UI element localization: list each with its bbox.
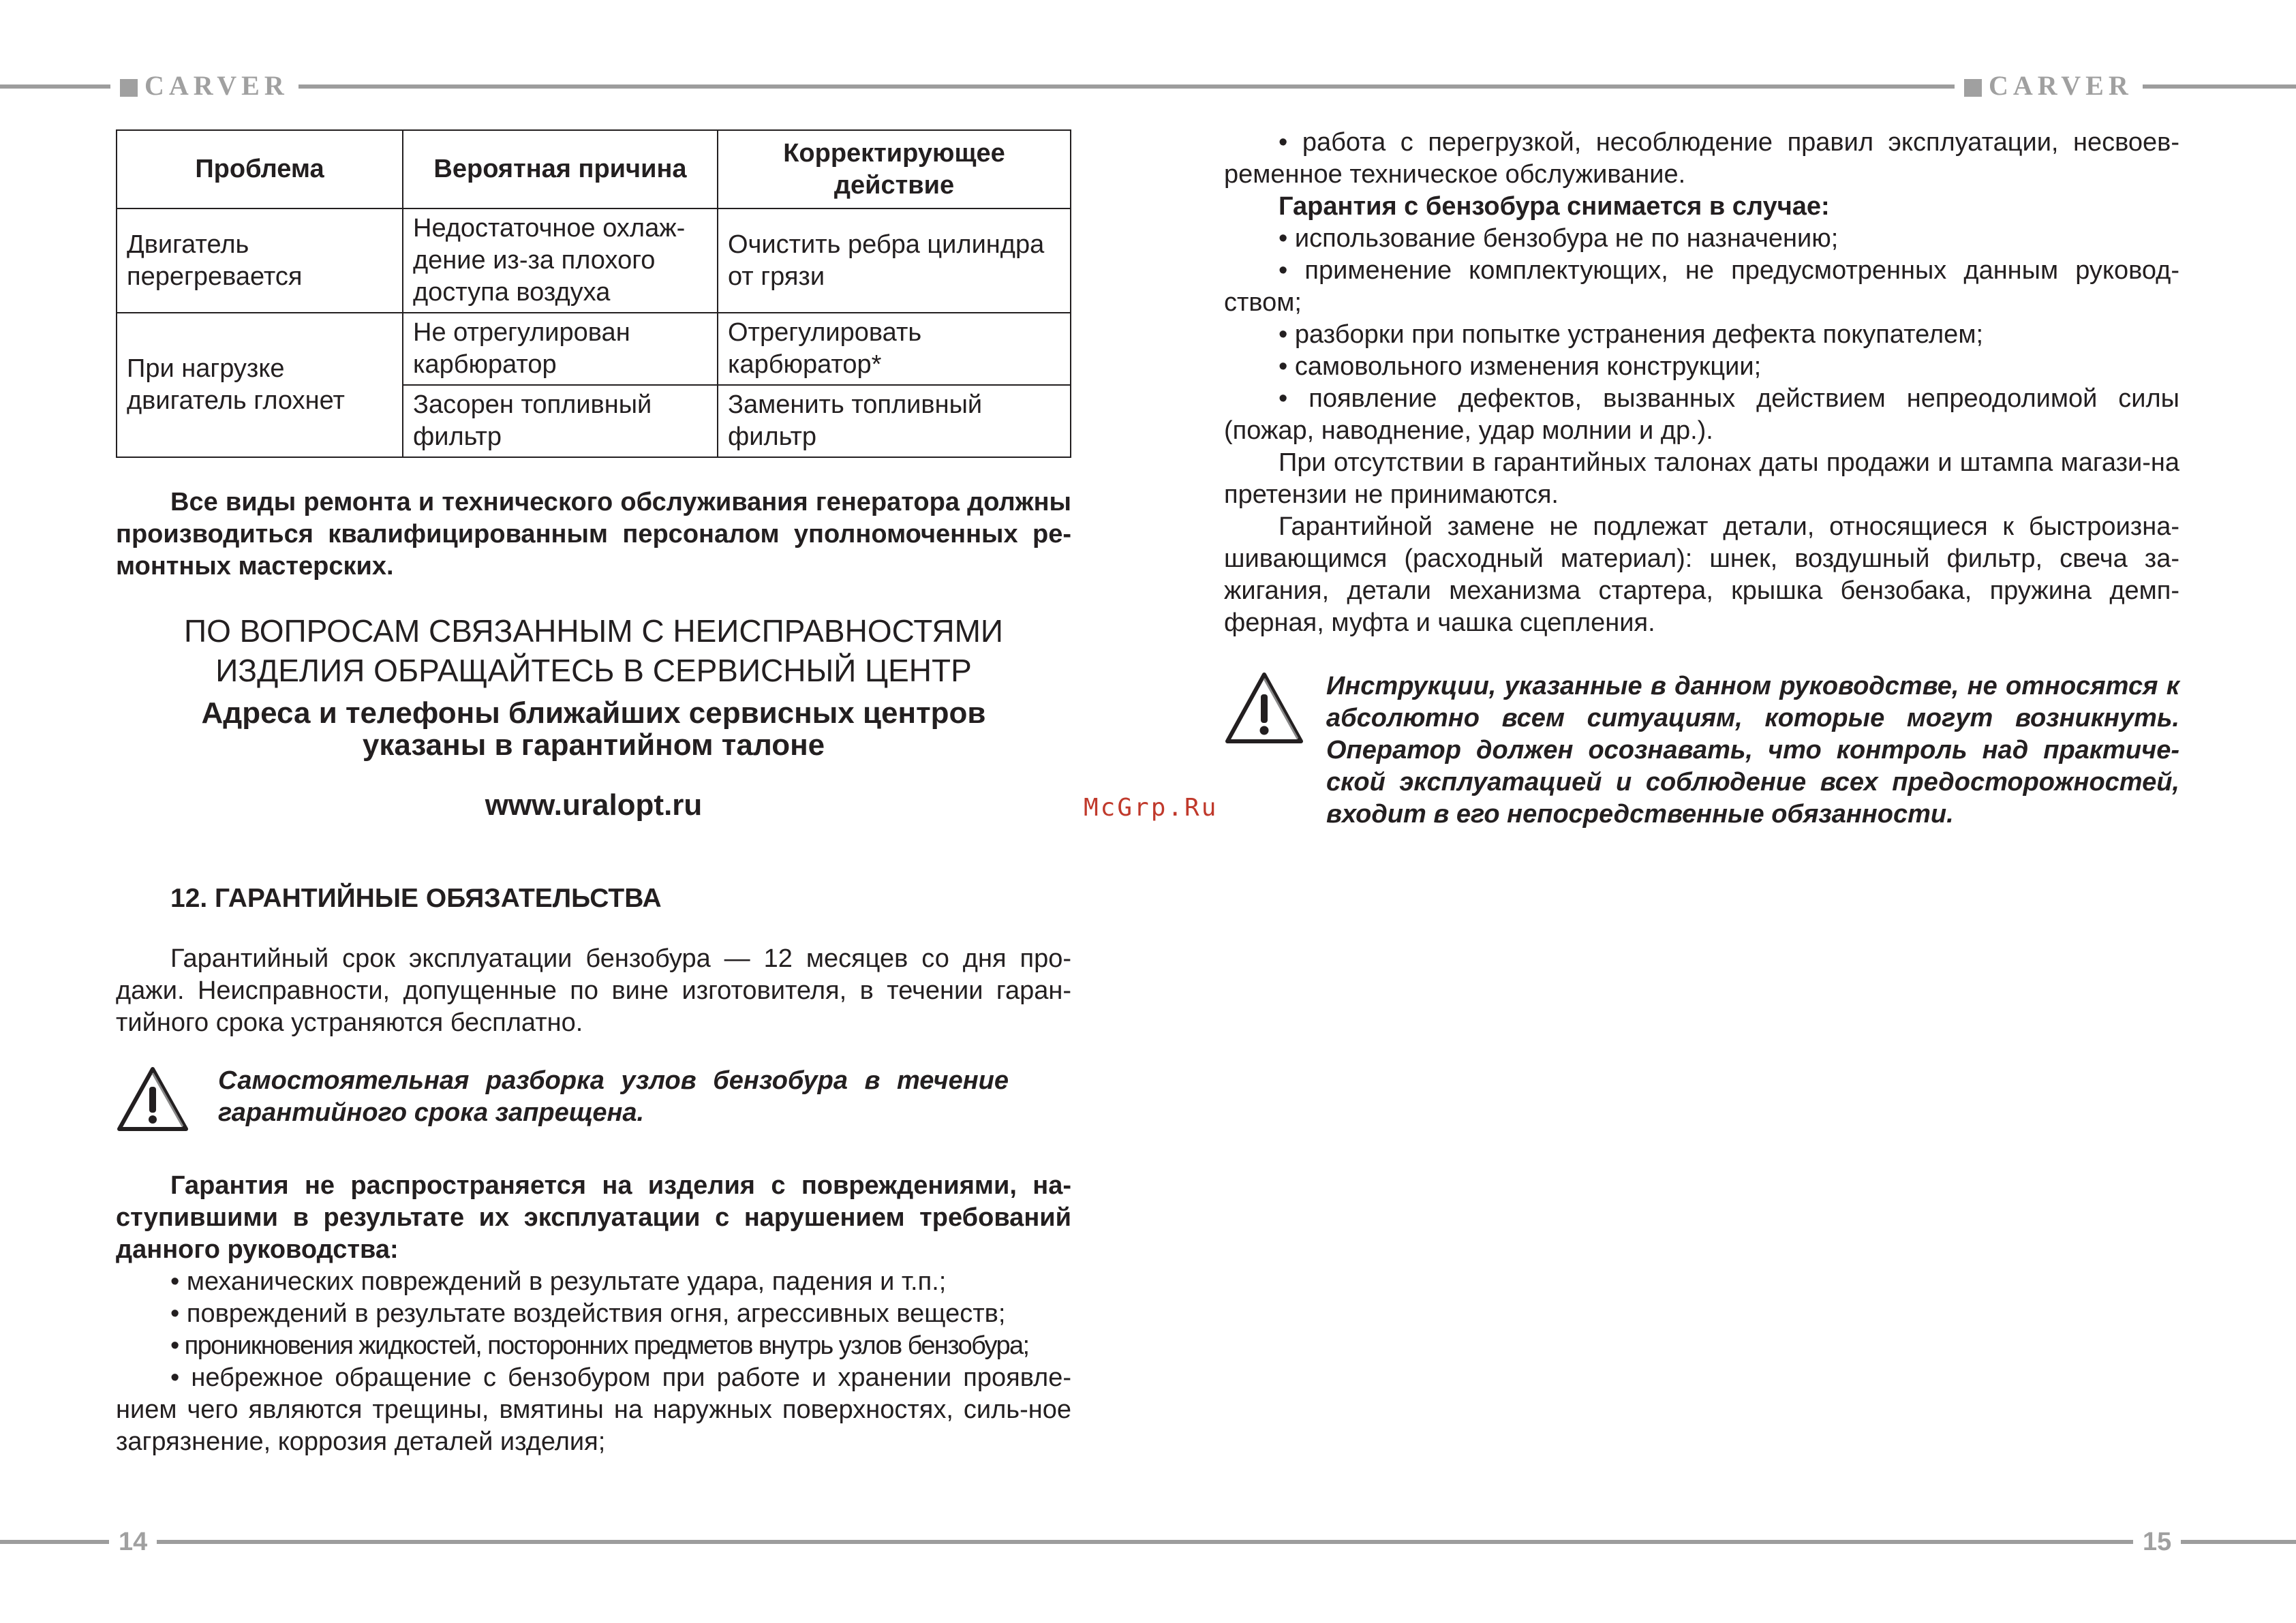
brand-mark-icon (1964, 79, 1982, 97)
left-page (116, 129, 1071, 1458)
page-number-left: 14 (109, 1526, 157, 1558)
table-row (117, 208, 1071, 313)
table-cell: Недостаточное охлаж-дение из-за плохого доступа воздуха (403, 208, 718, 313)
table-header-row (117, 130, 1071, 208)
repair-note: Все виды ремонта и технического обслуживания генератора должны производиться квалифицированным персоналом уполномоченных ре-монтных мастерских. (116, 488, 1071, 581)
table-cell: Двигатель перегревается (117, 208, 403, 313)
table-cell: Не отрегулирован карбюратор (403, 313, 718, 385)
brand-logo-right: CARVER (1955, 72, 2143, 99)
list-item: • работа с перегрузкой, несоблюдение правил эксплуатации, несвоев-ременное техническое обслуживание. (1224, 128, 2179, 189)
table-cell: Отрегулировать карбюратор* (718, 313, 1071, 385)
address-line: указаны в гарантийном талоне (362, 728, 825, 762)
section-title: 12. ГАРАНТИЙНЫЕ ОБЯЗАТЕЛЬСТВА (170, 884, 662, 913)
list-item: • разборки при попытке устранения дефекта покупателем; (1279, 320, 1983, 349)
table-header-cell: Корректирующее действие (718, 130, 1071, 208)
removed-title: Гарантия с бензобура снимается в случае: (1279, 192, 1830, 221)
table-cell: При нагрузке двигатель глохнет (117, 313, 403, 457)
not-covered-intro: Гарантия не распространяется на изделия с повреждениями, на-ступившими в результате их эксплуатации с нарушением требований данного руководства: (116, 1171, 1071, 1264)
list-item: • небрежное обращение с бензобуром при работе и хранении проявле-нием чего являются трещины, вмятины на наружных поверхностях, силь-ное загрязнение, коррозия деталей изделия; (116, 1363, 1071, 1456)
address-line: Адреса и телефоны ближайших сервисных центров (201, 696, 986, 730)
no-stamp-text: При отсутствии в гарантийных талонах даты продажи и штампа магази-на претензии не принимаются. (1224, 448, 2179, 509)
website-link[interactable]: www.uralopt.ru (485, 788, 703, 822)
warranty-period-text: Гарантийный срок эксплуатации бензобура — 12 месяцев со дня про-дажи. Неисправности, допущенные по вине изготовителя, в течении гаран-тийного срока устраняются бесплатно. (116, 944, 1071, 1037)
list-item: • механических повреждений в результате удара, падения и т.п.; (170, 1267, 947, 1296)
consumables-text: Гарантийной замене не подлежат детали, относящиеся к быстроизна-шивающимся (расходный материал): шнек, воздушный фильтр, свеча за-жигания, детали механизма стартера, крышка бензобака, пружина демп-ферная, муфта и чашка сцепления. (1224, 512, 2179, 637)
warning-text: Инструкции, указанные в данном руководстве, не относятся к абсолютно всем ситуациям, которые могут возникнуть. Оператор должен осознавать, что контроль над практиче-ской эксплуатацией и соблюдение всех предосторожностей, входит в его непосредственные обязанности. (1326, 672, 2179, 829)
service-address-note (116, 697, 1071, 761)
service-line: ИЗДЕЛИЯ ОБРАЩАЙТЕСЬ В СЕРВИСНЫЙ ЦЕНТР (215, 653, 972, 688)
list-item: • повреждений в результате воздействия огня, агрессивных веществ; (170, 1299, 1006, 1328)
service-line: ПО ВОПРОСАМ СВЯЗАННЫМ С НЕИСПРАВНОСТЯМИ (184, 613, 1003, 649)
brand-mark-icon (120, 79, 138, 97)
page-number-right: 15 (2133, 1526, 2181, 1558)
warning-block (116, 1065, 1071, 1141)
warning-block (1224, 670, 2179, 831)
troubleshooting-table (116, 129, 1071, 458)
list-item: • применение комплектующих, не предусмотренных данным руковод-ством; (1224, 256, 2179, 317)
warning-triangle-icon (116, 1065, 218, 1141)
header-rule (0, 84, 2296, 89)
table-row (117, 313, 1071, 385)
table-header-cell: Вероятная причина (403, 130, 718, 208)
right-page (1224, 127, 2179, 831)
watermark: McGrp.Ru (1084, 794, 1219, 822)
service-center-notice (116, 611, 1071, 690)
brand-logo-left: CARVER (110, 72, 299, 99)
list-item: • использование бензобура не по назначению; (1279, 224, 1839, 253)
warning-triangle-icon (1224, 670, 1326, 754)
table-header-cell: Проблема (117, 130, 403, 208)
list-item: • самовольного изменения конструкции; (1279, 352, 1762, 381)
footer-rule (0, 1540, 2296, 1544)
list-item: • появление дефектов, вызванных действием непреодолимой силы (пожар, наводнение, удар молнии и др.). (1224, 384, 2179, 445)
table-cell: Засорен топливный фильтр (403, 385, 718, 457)
table-cell: Заменить топливный фильтр (718, 385, 1071, 457)
list-item: • проникновения жидкостей, посторонних предметов внутрь узлов бензобура; (170, 1331, 1029, 1360)
warning-text: Самостоятельная разборка узлов бензобура в течение гарантийного срока запрещена. (218, 1066, 1009, 1127)
table-cell: Очистить ребра цилиндра от грязи (718, 208, 1071, 313)
